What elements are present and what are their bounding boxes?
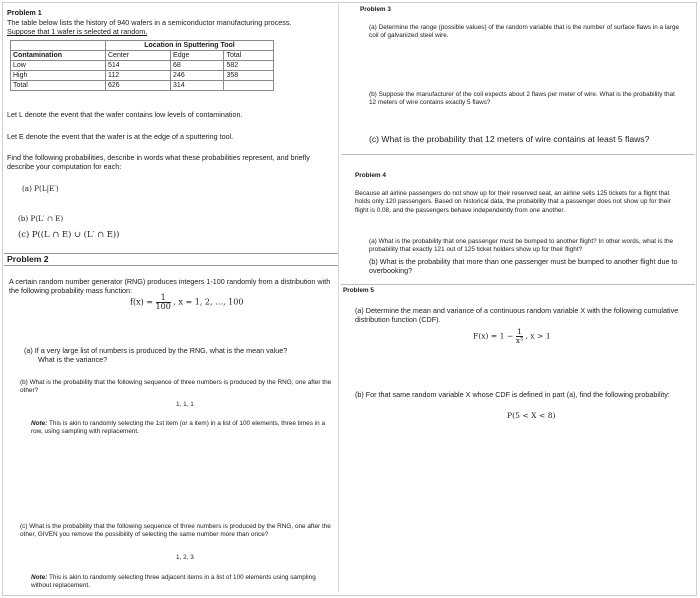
table-header-cell: Center: [106, 51, 171, 61]
problem-2-part-b: (b) What is the probability that the following sequence of three numbers is produced by the RNG, one after the other?: [20, 379, 332, 395]
table-row: [11, 71, 274, 81]
problem-2-part-c-note: [31, 574, 336, 591]
pmf-lhs: f(x) =: [130, 297, 153, 307]
definition-L: Let L denote the event that the wafer contains low levels of contamination.: [7, 110, 243, 119]
right-column: [341, 4, 695, 592]
pmf-fraction: [156, 294, 171, 311]
pmf-denominator: 100: [155, 302, 171, 311]
cdf-denominator: x³: [515, 336, 524, 345]
cdf-lhs: F(x) = 1 −: [473, 331, 514, 341]
problem-2-title: Problem 2: [7, 254, 49, 264]
table-header-cell: Total: [224, 51, 274, 61]
table-cell: Low: [11, 61, 106, 71]
table-cell: High: [11, 71, 106, 81]
table-corner: [11, 41, 106, 51]
problem-1-intro-2: Suppose that 1 wafer is selected at random.: [7, 27, 148, 36]
table-header-cell: Contamination: [11, 51, 106, 61]
table-cell: [224, 81, 274, 91]
problem-1-part-c: (c) P((L ∩ E) ∪ (L′ ∩ E)): [18, 229, 120, 239]
problem-1-part-a: (a) P(L|E′): [22, 184, 59, 193]
problem-4-title: Problem 4: [355, 172, 386, 179]
table-cell: 246: [171, 71, 224, 81]
pmf-formula: [130, 294, 243, 311]
table-cell: 314: [171, 81, 224, 91]
problem-2-part-a: (a) If a very large list of numbers is produced by the RNG, what is the mean value?: [24, 346, 288, 355]
cdf-rhs: , x > 1: [525, 331, 551, 341]
problem-5-part-a: (a) Determine the mean and variance of a continuous random variable X with the following cumulative distribution function (CDF).: [355, 306, 679, 325]
problem-1-title: Problem 1: [7, 8, 42, 17]
note-text: This is akin to randomly selecting three adjacent items in a list of 100 elements using sampling without replacement.: [31, 574, 316, 590]
problem-2-part-c-sequence: 1, 2, 3: [176, 554, 194, 561]
cdf-numerator: 1: [516, 327, 522, 336]
problem-4-intro: Because all airline passengers do not show up for their reserved seat, an airline sells 125 tickets for a flight that holds only 120 passengers. Based on historical data, the probability that a passenger does not show up for their flight is 0.08, and the passengers behave independently from one another.: [355, 190, 671, 214]
table-cell: 68: [171, 61, 224, 71]
table-row: [11, 81, 274, 91]
table-group-header: Location in Sputtering Tool: [106, 41, 274, 51]
definition-E: Let E denote the event that the wafer is at the edge of a sputtering tool.: [7, 132, 234, 141]
problem-2-part-b-sequence: 1, 1, 1: [176, 401, 194, 408]
problem-3-title: Problem 3: [360, 6, 391, 13]
table-header-cell: Edge: [171, 51, 224, 61]
note-label: Note:: [31, 574, 48, 581]
problem-5-part-b-expression: P(5 < X < 8): [507, 411, 556, 420]
note-label: Note:: [31, 420, 48, 427]
instruction-text: Find the following probabilities, describe in words what these probabilities represent, and briefly describe your computation for each:: [7, 153, 310, 172]
problem-3-part-c: (c) What is the probability that 12 meters of wire contains at least 5 flaws?: [369, 134, 650, 144]
table-cell: Total: [11, 81, 106, 91]
problem-3-part-a: (a) Determine the range (possible values) of the random variable that is the number of surface flaws in a large coil of galvanized steel wire.: [369, 24, 680, 40]
problem-1-part-b: (b) P(L′ ∩ E): [18, 214, 64, 223]
problem-4-part-a: (a) What is the probability that one passenger must be bumped to another flight? In other words, what is the probability that exactly 121 out of 125 ticket holders show up for their flight?: [369, 238, 674, 254]
section-divider: [341, 154, 695, 155]
problem-1-intro: The table below lists the history of 940 wafers in a semiconductor manufacturing process.: [7, 18, 292, 27]
problem-2-part-a-variance: What is the variance?: [38, 355, 108, 364]
problem-2-header-bar: [4, 253, 338, 266]
problem-4-part-b: (b) What is the probability that more than one passenger must be bumped to another flight due to overbooking?: [369, 257, 678, 276]
cdf-fraction: [516, 328, 523, 345]
problem-3-part-b: (b) Suppose the manufacturer of the coil expects about 2 flaws per meter of wire. What is the probability that 12 meters of wire contains exactly 5 flaws?: [369, 91, 675, 107]
table-cell: 358: [224, 71, 274, 81]
section-divider: [341, 284, 695, 285]
problem-2-part-b-note: [31, 420, 336, 437]
table-cell: 582: [224, 61, 274, 71]
problem-5-title: Problem 5: [343, 287, 374, 294]
problem-2-intro: A certain random number generator (RNG) produces integers 1-100 randomly from a distribution with the following probability mass function:: [9, 277, 331, 296]
cdf-formula: [473, 328, 551, 345]
pmf-rhs: , x = 1, 2, …, 100: [173, 297, 244, 307]
problem-2-part-c: (c) What is the probability that the following sequence of three numbers is produced by the RNG, one after the other, GIVEN you remove the possibility of selecting the same number more than once?: [20, 523, 331, 539]
contamination-table: [10, 40, 274, 91]
note-text: This is akin to randomly selecting the 1st item (or a item) in a list of 100 elements, three times in a row, using sampling with replacement.: [31, 420, 325, 436]
table-row: [11, 61, 274, 71]
left-column: [4, 4, 339, 592]
pmf-numerator: 1: [156, 294, 171, 303]
problem-5-part-b: (b) For that same random variable X whose CDF is defined in part (a), find the following probability:: [355, 390, 670, 399]
table-cell: 514: [106, 61, 171, 71]
table-cell: 626: [106, 81, 171, 91]
table-cell: 112: [106, 71, 171, 81]
